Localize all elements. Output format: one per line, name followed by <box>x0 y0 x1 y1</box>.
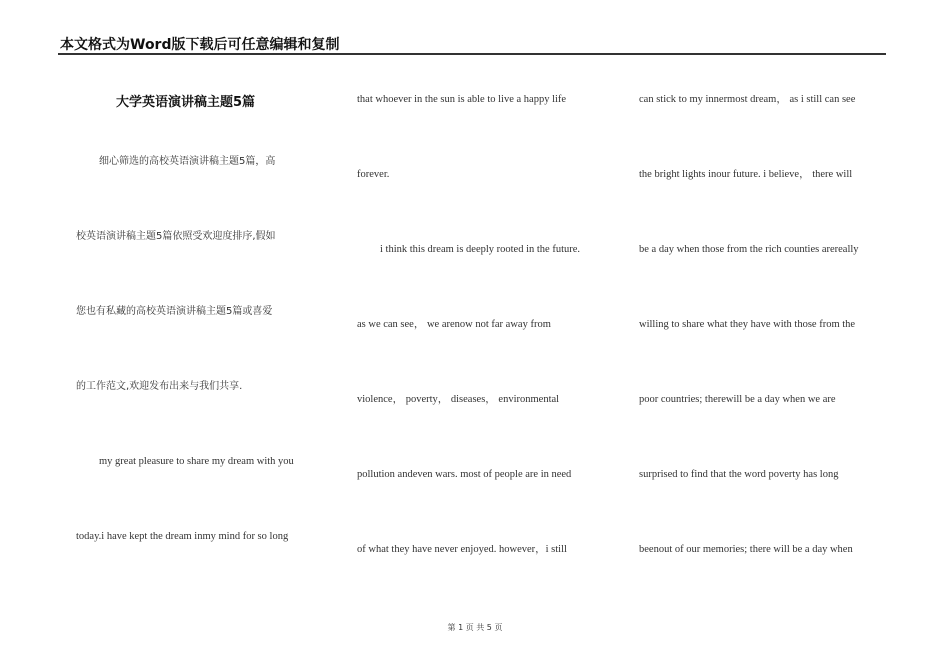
page-number: 第 1 页 共 5 页 <box>447 623 503 632</box>
header-title: 本文格式为Word版下载后可任意编辑和复制 <box>60 37 340 53</box>
text-line: forever. <box>357 169 390 180</box>
text-line: 细心筛选的高校英语演讲稿主题5篇，高 <box>99 156 276 167</box>
text-line: surprised to find that the word poverty has long <box>639 469 839 480</box>
text-line: can stick to my innermost dream， as i still can see <box>639 94 856 105</box>
document-title: 大学英语演讲稿主题5篇 <box>116 95 256 110</box>
text-line: 的工作范文,欢迎发布出来与我们共享. <box>76 381 243 392</box>
header-divider <box>58 53 886 55</box>
text-line: that whoever in the sun is able to live a happy life <box>357 94 567 105</box>
text-line: 您也有私藏的高校英语演讲稿主题5篇或喜爱 <box>76 306 273 317</box>
text-line: today.i have kept the dream inmy mind for so long <box>76 531 289 542</box>
text-line: i think this dream is deeply rooted in the future. <box>380 244 581 255</box>
text-line: be a day when those from the rich counties arereally <box>639 244 859 255</box>
text-line: 校英语演讲稿主题5篇依照受欢迎度排序,假如 <box>76 231 276 242</box>
text-line: poor countries; therewill be a day when we are <box>639 394 836 405</box>
text-line: my great pleasure to share my dream with you <box>99 456 294 467</box>
text-line: as we can see， we arenow not far away from <box>357 319 551 330</box>
text-line: the bright lights inour future. i believe， there will <box>639 169 853 180</box>
text-line: willing to share what they have with those from the <box>639 319 856 330</box>
text-line: pollution andeven wars. most of people are in need <box>357 469 572 480</box>
text-line: violence， poverty， diseases， environmental <box>357 394 560 405</box>
text-line: of what they have never enjoyed. however，i still <box>357 544 567 555</box>
text-line: beenout of our memories; there will be a day when <box>639 544 853 555</box>
